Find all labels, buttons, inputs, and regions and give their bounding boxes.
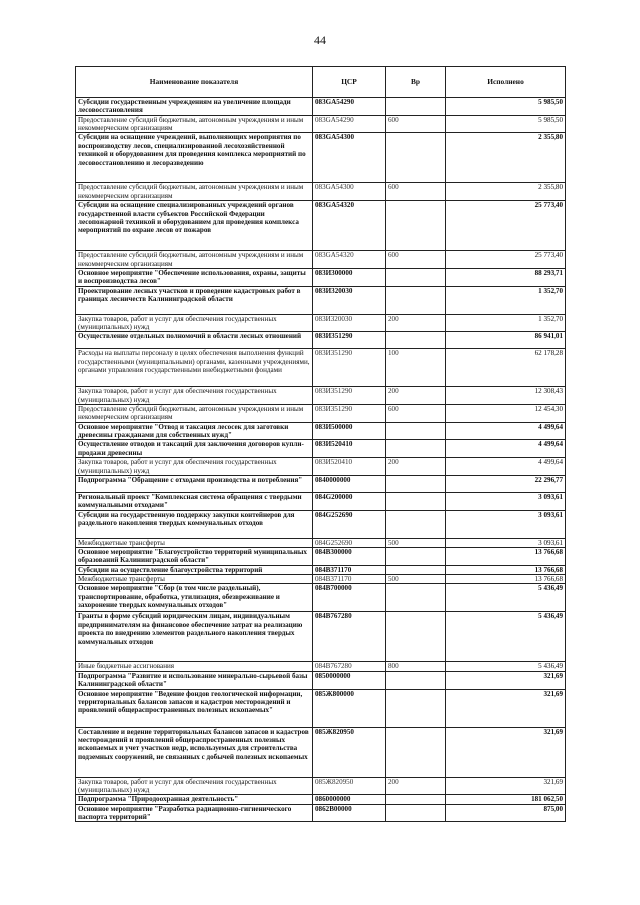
cell-name: Предоставление субсидий бюджетным, автономным учреждениям и иным некоммерческим организациям — [76, 183, 313, 201]
cell-amount: 5 436,49 — [446, 662, 566, 671]
cell-name: Основное мероприятие "Ведение фондов геологической информации, территориальных балансов запасов и кадастров месторождений и проявлений общераспространенных полезных ископаемых" — [76, 689, 313, 727]
cell-vr — [386, 612, 446, 662]
cell-amount: 2 355,80 — [446, 183, 566, 201]
cell-amount: 13 766,68 — [446, 575, 566, 584]
cell-vr — [386, 795, 446, 804]
cell-vr — [386, 510, 446, 538]
cell-code: 083И320030 — [313, 314, 386, 332]
cell-vr — [386, 332, 446, 349]
cell-vr — [386, 547, 446, 565]
cell-amount: 88 293,71 — [446, 268, 566, 286]
table-row — [76, 268, 566, 286]
cell-code: 084G252690 — [313, 510, 386, 538]
cell-amount: 4 499,64 — [446, 458, 566, 476]
cell-name: Основное мероприятие "Сбор (в том числе раздельный), транспортирование, обработка, утилизация, обезвреживание и захоронение твердых коммунальных отходов" — [76, 584, 313, 612]
cell-amount: 22 296,77 — [446, 475, 566, 492]
cell-vr: 500 — [386, 575, 446, 584]
table-row — [76, 671, 566, 689]
header-code: ЦСР — [313, 67, 386, 98]
cell-code: 0862В00000 — [313, 804, 386, 822]
table-row — [76, 422, 566, 440]
cell-name: Проектирование лесных участков и проведение кадастровых работ в границах лесничеств Калининградской области — [76, 286, 313, 314]
cell-amount: 5 985,50 — [446, 98, 566, 116]
cell-code: 084В700000 — [313, 584, 386, 612]
cell-amount: 62 178,28 — [446, 349, 566, 387]
cell-name: Предоставление субсидий бюджетным, автономным учреждениям и иным некоммерческим организациям — [76, 405, 313, 423]
cell-name: Межбюджетные трансферты — [76, 575, 313, 584]
cell-name: Основное мероприятие "Благоустройство территорий муниципальных образований Калининградской области" — [76, 547, 313, 565]
table-row — [76, 332, 566, 349]
cell-vr: 200 — [386, 314, 446, 332]
cell-vr — [386, 98, 446, 116]
cell-name: Гранты в форме субсидий юридическим лицам, индивидуальным предпринимателям на финансовое обеспечение затрат на реализацию проекта по внедрению элементов раздельного накопления твердых коммунальных отходов — [76, 612, 313, 662]
cell-name: Осуществление отводов и таксаций для заключения договоров купли-продажи древесины — [76, 440, 313, 458]
table-row — [76, 510, 566, 538]
cell-name: Предоставление субсидий бюджетным, автономным учреждениям и иным некоммерческим организациям — [76, 115, 313, 133]
cell-vr: 600 — [386, 251, 446, 269]
cell-vr — [386, 475, 446, 492]
cell-name: Основное мероприятие "Отвод и таксация лесосек для заготовки древесины гражданами для собственных нужд" — [76, 422, 313, 440]
cell-name: Подпрограмма "Природоохранная деятельность" — [76, 795, 313, 804]
cell-code: 083GA54320 — [313, 251, 386, 269]
cell-vr — [386, 268, 446, 286]
table-row — [76, 547, 566, 565]
cell-vr: 600 — [386, 115, 446, 133]
cell-vr: 200 — [386, 387, 446, 405]
cell-amount: 25 773,40 — [446, 201, 566, 251]
cell-vr: 600 — [386, 183, 446, 201]
cell-amount: 181 062,50 — [446, 795, 566, 804]
cell-name: Субсидии на оснащение учреждений, выполняющих мероприятия по воспроизводству лесов, специализированной лесохозяйственной техникой и оборудованием для проведения комплекса мероприятий по лесовосстановлению и лесоразведению — [76, 133, 313, 183]
cell-name: Субсидии на государственную поддержку закупки контейнеров для раздельного накопления твердых коммунальных отходов — [76, 510, 313, 538]
cell-code: 083GA54300 — [313, 183, 386, 201]
cell-amount: 321,69 — [446, 777, 566, 795]
cell-name: Основное мероприятие "Разработка радиационно-гигиенического паспорта территорий" — [76, 804, 313, 822]
cell-amount: 5 436,49 — [446, 612, 566, 662]
cell-vr: 800 — [386, 662, 446, 671]
cell-amount: 4 499,64 — [446, 440, 566, 458]
table-row — [76, 405, 566, 423]
cell-code: 083И300000 — [313, 268, 386, 286]
cell-name: Закупка товаров, работ и услуг для обеспечения государственных (муниципальных) нужд — [76, 458, 313, 476]
cell-vr: 200 — [386, 458, 446, 476]
table-row — [76, 662, 566, 671]
cell-amount: 25 773,40 — [446, 251, 566, 269]
table-row — [76, 538, 566, 547]
cell-name: Субсидии государственным учреждениям на увеличение площади лесовосстановления — [76, 98, 313, 116]
table-row — [76, 201, 566, 251]
header-amount: Исполнено — [446, 67, 566, 98]
cell-vr — [386, 689, 446, 727]
cell-name: Закупка товаров, работ и услуг для обеспечения государственных (муниципальных) нужд — [76, 314, 313, 332]
cell-name: Иные бюджетные ассигнования — [76, 662, 313, 671]
cell-code: 083И500000 — [313, 422, 386, 440]
cell-code: 084В767280 — [313, 612, 386, 662]
cell-amount: 3 093,61 — [446, 538, 566, 547]
cell-code: 085Ж800000 — [313, 689, 386, 727]
cell-code: 084В300000 — [313, 547, 386, 565]
cell-vr — [386, 201, 446, 251]
cell-code: 083GA54300 — [313, 133, 386, 183]
cell-amount: 5 436,49 — [446, 584, 566, 612]
cell-code: 083И351290 — [313, 332, 386, 349]
table-row — [76, 115, 566, 133]
cell-amount: 875,00 — [446, 804, 566, 822]
table-row — [76, 458, 566, 476]
table-row — [76, 727, 566, 777]
table-row — [76, 777, 566, 795]
cell-amount: 3 093,61 — [446, 492, 566, 510]
cell-amount: 5 985,50 — [446, 115, 566, 133]
cell-code: 0840000000 — [313, 475, 386, 492]
cell-amount: 321,69 — [446, 727, 566, 777]
table-row — [76, 251, 566, 269]
table-row — [76, 612, 566, 662]
table-header-row — [76, 67, 566, 98]
cell-name: Межбюджетные трансферты — [76, 538, 313, 547]
cell-amount: 1 352,70 — [446, 286, 566, 314]
cell-code: 083И320030 — [313, 286, 386, 314]
cell-amount: 2 355,80 — [446, 133, 566, 183]
cell-name: Составление и ведение территориальных балансов запасов и кадастров месторождений и проявлений общераспространенных полезных ископаемых и учет участков недр, используемых для строительства подземных сооружений, не связанных с добычей полезных ископаемых — [76, 727, 313, 777]
table-row — [76, 565, 566, 574]
cell-code: 084G252690 — [313, 538, 386, 547]
cell-vr — [386, 584, 446, 612]
header-name: Наименование показателя — [76, 67, 313, 98]
cell-vr: 500 — [386, 538, 446, 547]
table-row — [76, 575, 566, 584]
cell-amount: 12 454,30 — [446, 405, 566, 423]
cell-name: Подпрограмма "Развитие и использование минерально-сырьевой базы Калининградской области" — [76, 671, 313, 689]
cell-amount: 4 499,64 — [446, 422, 566, 440]
cell-name: Осуществление отдельных полномочий в области лесных отношений — [76, 332, 313, 349]
cell-name: Субсидии на оснащение специализированных учреждений органов государственной власти субъектов Российской Федерации лесопожарной техникой и оборудованием для проведения комплекса мероприятий по охране лесов от пожаров — [76, 201, 313, 251]
cell-name: Региональный проект "Комплексная система обращения с твердыми коммунальными отходами" — [76, 492, 313, 510]
cell-code: 0850000000 — [313, 671, 386, 689]
cell-code: 083И351290 — [313, 349, 386, 387]
cell-name: Подпрограмма "Обращение с отходами производства и потребления" — [76, 475, 313, 492]
table-row — [76, 475, 566, 492]
cell-vr — [386, 440, 446, 458]
cell-vr — [386, 565, 446, 574]
table-row — [76, 584, 566, 612]
cell-code: 083И351290 — [313, 405, 386, 423]
cell-vr — [386, 492, 446, 510]
page-number: 44 — [314, 33, 326, 47]
cell-code: 083GA54290 — [313, 115, 386, 133]
cell-amount: 13 766,68 — [446, 547, 566, 565]
table-row — [76, 349, 566, 387]
cell-code: 085Ж820950 — [313, 727, 386, 777]
table-row — [76, 183, 566, 201]
cell-vr — [386, 804, 446, 822]
cell-code: 083И351290 — [313, 387, 386, 405]
cell-name: Предоставление субсидий бюджетным, автономным учреждениям и иным некоммерческим организациям — [76, 251, 313, 269]
cell-code: 084В371170 — [313, 565, 386, 574]
cell-vr — [386, 671, 446, 689]
cell-code: 083И520410 — [313, 458, 386, 476]
cell-vr — [386, 286, 446, 314]
cell-amount: 86 941,01 — [446, 332, 566, 349]
table-row — [76, 98, 566, 116]
table-row — [76, 795, 566, 804]
cell-code: 084В767280 — [313, 662, 386, 671]
cell-amount: 13 766,68 — [446, 565, 566, 574]
table-row — [76, 387, 566, 405]
cell-name: Расходы на выплаты персоналу в целях обеспечения выполнения функций государственными (муниципальными) органами, казенными учреждениями, органами управления государственными внебюджетными фондами — [76, 349, 313, 387]
cell-name: Субсидии на осуществление благоустройства территорий — [76, 565, 313, 574]
table-row — [76, 689, 566, 727]
cell-vr: 100 — [386, 349, 446, 387]
cell-code: 084В371170 — [313, 575, 386, 584]
cell-amount: 12 308,43 — [446, 387, 566, 405]
cell-amount: 3 093,61 — [446, 510, 566, 538]
cell-code: 0860000000 — [313, 795, 386, 804]
cell-vr: 600 — [386, 405, 446, 423]
cell-name: Закупка товаров, работ и услуг для обеспечения государственных (муниципальных) нужд — [76, 387, 313, 405]
cell-vr — [386, 422, 446, 440]
cell-amount: 321,69 — [446, 671, 566, 689]
cell-code: 083GA54320 — [313, 201, 386, 251]
table-row — [76, 133, 566, 183]
cell-code: 085Ж820950 — [313, 777, 386, 795]
cell-name: Закупка товаров, работ и услуг для обеспечения государственных (муниципальных) нужд — [76, 777, 313, 795]
cell-name: Основное мероприятие "Обеспечение использования, охраны, защиты и воспроизводства лесов" — [76, 268, 313, 286]
table-row — [76, 314, 566, 332]
cell-amount: 321,69 — [446, 689, 566, 727]
table-row — [76, 440, 566, 458]
cell-code: 084G200000 — [313, 492, 386, 510]
budget-execution-table — [75, 66, 566, 822]
table-row — [76, 492, 566, 510]
header-vr: Вр — [386, 67, 446, 98]
cell-code: 083GA54290 — [313, 98, 386, 116]
cell-vr — [386, 727, 446, 777]
cell-vr — [386, 133, 446, 183]
table-row — [76, 286, 566, 314]
table-row — [76, 804, 566, 822]
cell-code: 083И520410 — [313, 440, 386, 458]
cell-vr: 200 — [386, 777, 446, 795]
cell-amount: 1 352,70 — [446, 314, 566, 332]
